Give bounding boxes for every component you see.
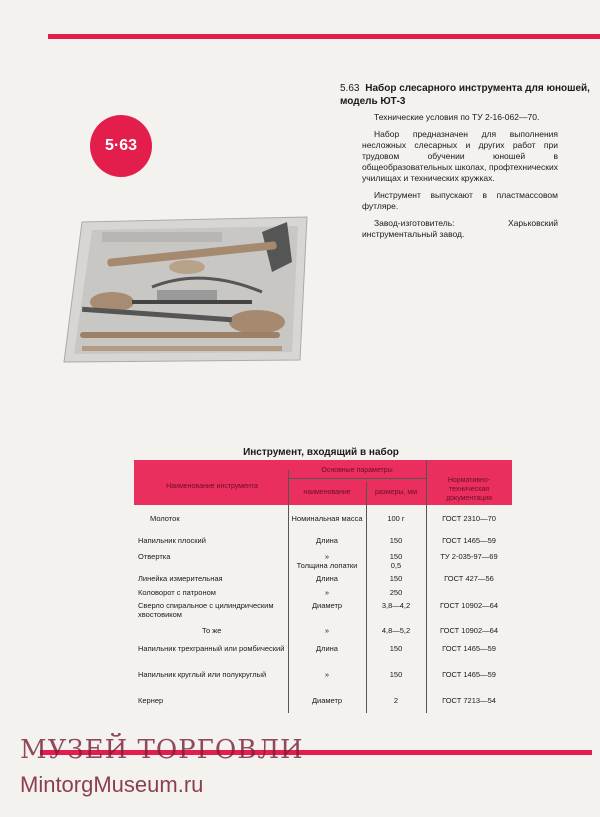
cell-doc: ГОСТ 427—56: [444, 574, 494, 583]
cell-name: Сверло спиральное с цилиндрическим хвостовиком: [138, 601, 274, 619]
cell-size: 250: [389, 588, 403, 597]
watermark-url: MintorgMuseum.ru: [20, 772, 204, 797]
product-description: [362, 112, 558, 246]
section-badge: 5·63: [90, 115, 152, 177]
cell-doc: ГОСТ 1465—59: [442, 670, 496, 679]
cell-param: »: [324, 670, 330, 679]
cell-size: 150: [389, 574, 403, 583]
cell-size: 150: [389, 644, 403, 653]
desc-paragraph-4: Завод-изготовитель: Харьковский инструментальный завод.: [362, 218, 558, 239]
tool-set-photo: [62, 212, 312, 370]
cell-size: 4,8—5,2: [381, 626, 411, 635]
cell-doc: ТУ 2-035-97—69: [440, 552, 498, 561]
cell-doc: ГОСТ 10902—64: [439, 601, 498, 610]
cell-size: 150 0,5: [389, 552, 403, 570]
cell-doc: ГОСТ 10902—64: [439, 626, 498, 635]
product-number: 5.63: [340, 83, 360, 94]
cell-param: Длина: [316, 644, 338, 653]
cell-doc: ГОСТ 1465—59: [442, 536, 496, 545]
cell-size: 100 г: [387, 514, 405, 523]
cell-name: Напильник плоский: [138, 536, 206, 545]
cell-size: 150: [389, 670, 403, 679]
cell-param: »: [324, 588, 330, 597]
cell-name: Кернер: [138, 696, 164, 705]
header-divider: [426, 460, 427, 505]
cell-param: Диаметр: [311, 696, 343, 705]
header-divider: [288, 470, 289, 505]
cell-size: 2: [393, 696, 399, 705]
cell-param: »: [324, 626, 330, 635]
cell-size: 150: [389, 536, 403, 545]
cell-param: » Толщина лопатки: [296, 552, 358, 570]
top-rule: [48, 34, 600, 39]
cell-doc: ГОСТ 2310—70: [442, 514, 496, 523]
header-docs: Нормативно-техническая документация: [446, 477, 492, 502]
product-title: Набор слесарного инструмента для юношей, модель ЮТ-3: [340, 83, 590, 107]
cell-name: Коловорот с патроном: [138, 588, 216, 597]
header-divider: [366, 482, 367, 505]
desc-paragraph-1: Технические условия по ТУ 2-16-062—70.: [374, 112, 540, 122]
cell-size: 3,8—4,2: [381, 601, 411, 610]
table-header: [134, 460, 512, 505]
header-name: Наименование инструмента: [166, 483, 258, 490]
cell-doc: ГОСТ 7213—54: [442, 696, 496, 705]
watermark-title: МУЗЕЙ ТОРГОВЛИ: [20, 735, 304, 765]
cell-param: Длина: [316, 574, 338, 583]
cell-name: Молоток: [150, 514, 180, 523]
header-param-size: размеры, мм: [374, 489, 418, 496]
header-divider: [288, 478, 426, 479]
cell-name: Линейка измерительная: [138, 574, 223, 583]
header-param-name: наименование: [303, 489, 351, 496]
cell-name: Напильник трехгранный или ромбический: [138, 644, 285, 653]
desc-paragraph-2: Набор предназначен для выполнения несложных слесарных и других работ при трудовом обучении юношей в общеобразовательных школах, профтехнических училищах и технических кружках.: [362, 129, 558, 183]
product-heading: [340, 82, 598, 108]
cell-name: Напильник круглый или полукруглый: [138, 670, 267, 679]
cell-name: Отвертка: [138, 552, 171, 561]
cell-doc: ГОСТ 1465—59: [442, 644, 496, 653]
cell-param: Номинальная масса: [291, 514, 363, 523]
desc-paragraph-3: Инструмент выпускают в пластмассовом футляре.: [362, 190, 558, 211]
cell-name: То же: [202, 626, 222, 635]
cell-param: Длина: [316, 536, 338, 545]
table-title: Инструмент, входящий в набор: [243, 447, 399, 458]
header-params: Основные параметры: [321, 467, 393, 474]
cell-param: Диаметр: [311, 601, 343, 610]
